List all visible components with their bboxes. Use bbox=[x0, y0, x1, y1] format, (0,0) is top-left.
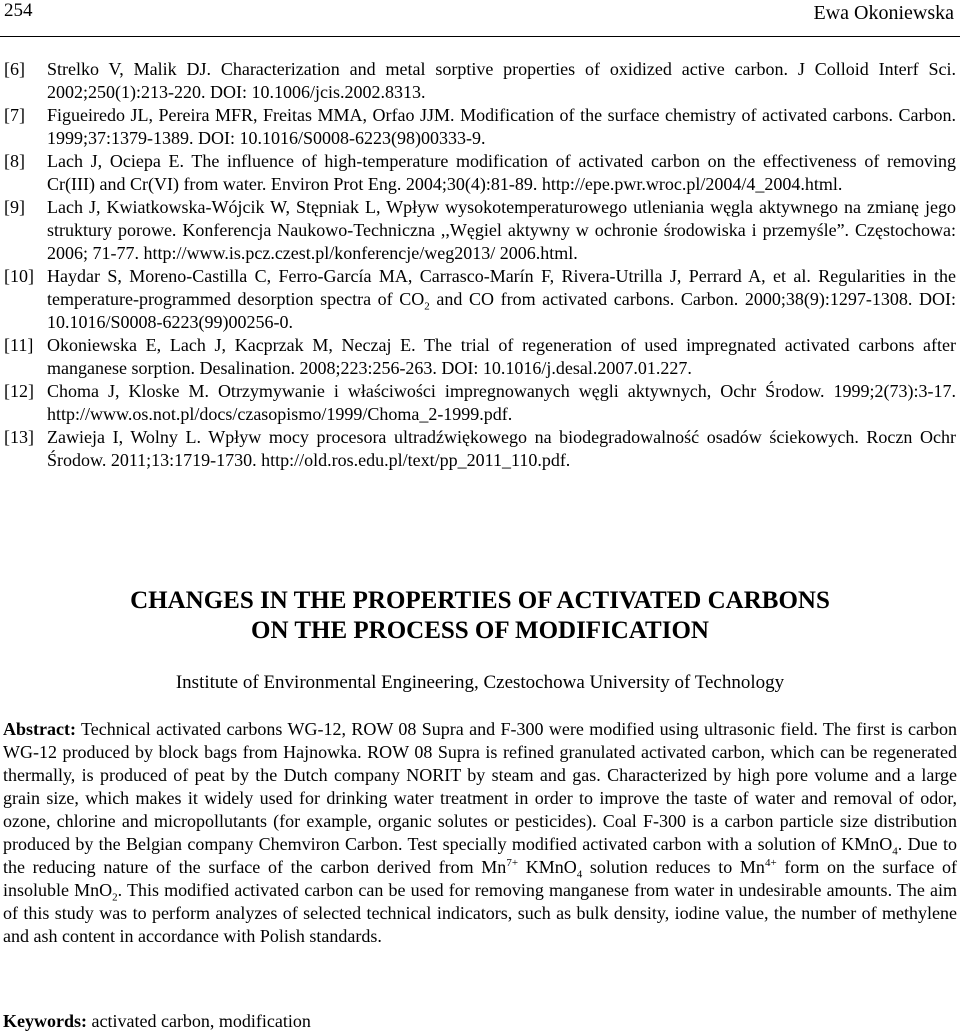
reference-text: Okoniewska E, Lach J, Kacprzak M, Neczaj E. The trial of regeneration of used impregnated activated carbons after manganese sorption. Desalination. 2008;223:256-263. DOI: 10.1016/j.desal.2007.01.227. bbox=[47, 335, 956, 378]
article-title-line-2: ON THE PROCESS OF MODIFICATION bbox=[251, 617, 709, 644]
reference-text: Zawieja I, Wolny L. Wpływ mocy procesora ultradźwiękowego na biodegradowalność osadów ściekowych. Roczn Ochr Środow. 2011;13:1719-1730. http://old.ros.edu.pl/text/pp_2011_110.pdf. bbox=[47, 427, 956, 470]
reference-text: Lach J, Ociepa E. The influence of high-temperature modification of activated carbon on the effectiveness of removing Cr(III) and Cr(VI) from water. Environ Prot Eng. 2004;30(4):81-89. http://epe.pwr.wroc.pl/2004/4_2004.html. bbox=[47, 151, 956, 194]
reference-text: Figueiredo JL, Pereira MFR, Freitas MMA, Orfao JJM. Modification of the surface chemistry of activated carbons. Carbon. 1999;37:1379-1389. DOI: 10.1016/S0008-6223(98)00333-9. bbox=[47, 105, 956, 148]
running-author: Ewa Okoniewska bbox=[813, 2, 954, 24]
reference-number: [6] bbox=[4, 59, 25, 79]
page-header bbox=[0, 0, 960, 36]
reference-number: [13] bbox=[4, 427, 34, 447]
reference-8 bbox=[4, 150, 956, 196]
reference-12 bbox=[4, 380, 956, 426]
article-title-line-1: CHANGES IN THE PROPERTIES OF ACTIVATED CARBONS bbox=[130, 587, 830, 614]
reference-10 bbox=[4, 265, 956, 334]
page-number: 254 bbox=[4, 0, 33, 21]
reference-number: [11] bbox=[4, 335, 34, 355]
article-title bbox=[0, 586, 960, 646]
reference-number: [8] bbox=[4, 151, 25, 171]
keywords bbox=[3, 1011, 311, 1032]
reference-13 bbox=[4, 426, 956, 472]
affiliation: Institute of Environmental Engineering, Czestochowa University of Technology bbox=[175, 672, 785, 693]
reference-9 bbox=[4, 196, 956, 265]
reference-text: Haydar S, Moreno-Castilla C, Ferro-García MA, Carrasco-Marín F, Rivera-Utrilla J, Perrard A, et al. Regularities in the temperature-programmed desorption spectra of $CO_2$ and CO from activated carbons. Carbon. 2000;38(9):1297-1308. DOI: 10.1016/S0008-6223(99)00256-0. bbox=[47, 266, 956, 332]
reference-7 bbox=[4, 104, 956, 150]
reference-list bbox=[4, 58, 956, 472]
reference-text: Choma J, Kloske M. Otrzymywanie i właściwości impregnowanych węgli aktywnych, Ochr Środow. 1999;2(73):3-17. http://www.os.not.pl/docs/czasopismo/1999/Choma_2-1999.pdf. bbox=[47, 381, 956, 424]
abstract-label: Abstract: bbox=[3, 719, 76, 739]
reference-number: [10] bbox=[4, 266, 34, 286]
reference-11 bbox=[4, 334, 956, 380]
keywords-label: Keywords: bbox=[3, 1011, 87, 1031]
reference-6 bbox=[4, 58, 956, 104]
reference-number: [7] bbox=[4, 105, 25, 125]
keywords-text: activated carbon, modification bbox=[87, 1011, 311, 1031]
reference-text: Strelko V, Malik DJ. Characterization and metal sorptive properties of oxidized active carbon. J Colloid Interf Sci. 2002;250(1):213-220. DOI: 10.1006/jcis.2002.8313. bbox=[47, 59, 956, 102]
reference-number: [9] bbox=[4, 197, 25, 217]
abstract: Abstract: Technical activated carbons WG-12, ROW 08 Supra and F-300 were modified using ultrasonic field. The first is carbon WG-12 produced by block bags from Hajnowka. ROW 08 Supra is refined granulated activated carbon, which can be regenerated thermally, is produced of peat by the Dutch company NORIT by steam and gas. Characterized by high pore volume and a large grain size, which makes it widely used for drinking water treatment in order to improve the taste of water and removal of odor, ozone, chlorine and micropollutants (for example, organic solutes or pesticides). Coal F-300 is a carbon particle size distribution produced by the Belgian company Chemviron Carbon. Test specially modified activated carbon with a solution of KMnO$_4$. Due to the reducing nature of the surface of the carbon derived from $Mn^{7+}$ KMnO$_4$ solution reduces to $Mn^{4+}$ form on the surface of insoluble MnO$_2$. This modified activated carbon can be used for removing manganese from water in undesirable amounts. The aim of this study was to perform analyzes of selected technical indicators, such as bulk density, iodine value, the number of methylene and ash content in accordance with Polish standards. bbox=[3, 719, 957, 946]
reference-text: Lach J, Kwiatkowska-Wójcik W, Stępniak L, Wpływ wysokotemperaturowego utleniania węgla aktywnego na zmianę jego struktury porowe. Konferencja Naukowo-Techniczna ,,Węgiel aktywny w ochronie środowiska i przemyśle”. Częstochowa: 2006; 71-77. http://www.is.pcz.czest.pl/konferencje/weg2013/ 2006.html. bbox=[47, 197, 956, 263]
reference-number: [12] bbox=[4, 381, 34, 401]
header-rule bbox=[0, 36, 960, 37]
